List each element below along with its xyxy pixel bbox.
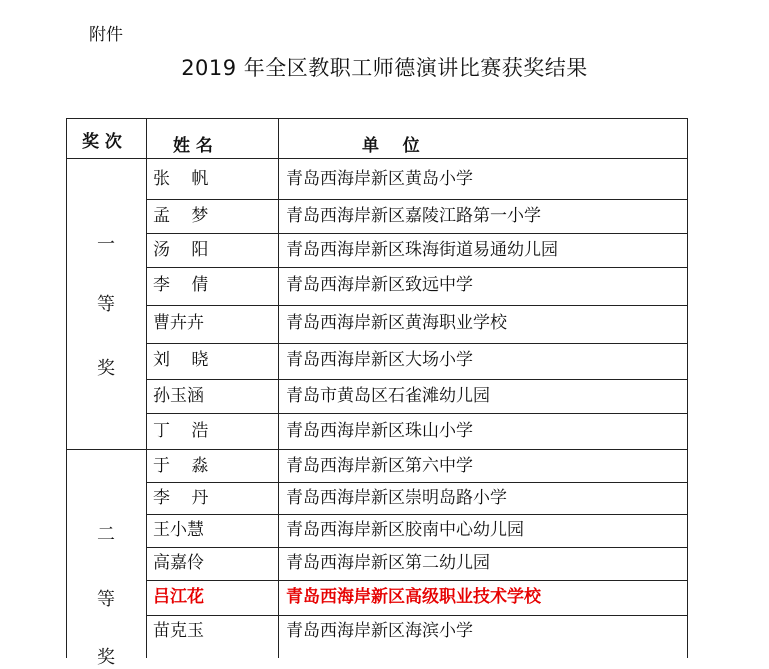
column-divider: [278, 118, 279, 658]
row-line: [146, 199, 688, 200]
row-unit: 青岛西海岸新区珠山小学: [286, 421, 473, 441]
results-table: [66, 118, 688, 668]
row-name: 张 帆: [153, 169, 217, 189]
row-line: [146, 343, 688, 344]
row-name: 孙玉涵: [153, 386, 204, 406]
row-unit: 青岛市黄岛区石雀滩幼儿园: [286, 386, 490, 406]
row-line: [146, 267, 688, 268]
row-name: 汤 阳: [153, 240, 217, 260]
header-name: 姓 名: [173, 136, 213, 156]
row-line: [146, 379, 688, 380]
row-line: [146, 233, 688, 234]
row-name: 李 丹: [153, 488, 217, 508]
second-prize-char: 等: [97, 589, 115, 610]
header-unit: 单 位: [362, 136, 420, 156]
row-unit: 青岛西海岸新区第六中学: [286, 456, 473, 476]
table-border-left: [66, 118, 67, 658]
row-unit: 青岛西海岸新区大场小学: [286, 350, 473, 370]
row-unit: 青岛西海岸新区黄海职业学校: [286, 313, 507, 333]
row-line: [146, 580, 688, 581]
row-name: 刘 晓: [153, 350, 217, 370]
row-unit: 青岛西海岸新区黄岛小学: [286, 169, 473, 189]
row-unit: 青岛西海岸新区胶南中心幼儿园: [286, 520, 524, 540]
first-prize-char: 等: [97, 294, 115, 315]
table-border-top: [66, 118, 688, 119]
first-prize-char: 一: [97, 234, 115, 255]
row-line: [146, 514, 688, 515]
group-separator: [66, 449, 688, 450]
row-line: [146, 547, 688, 548]
row-name: 苗克玉: [153, 621, 204, 641]
document-title: 2019 年全区教职工师德演讲比赛获奖结果: [181, 56, 588, 80]
table-border-right: [687, 118, 688, 658]
row-unit: 青岛西海岸新区珠海街道易通幼儿园: [286, 240, 558, 260]
row-name: 高嘉伶: [153, 553, 204, 573]
row-name: 孟 梦: [153, 206, 217, 226]
header-award: 奖 次: [82, 132, 122, 152]
row-unit: 青岛西海岸新区海滨小学: [286, 621, 473, 641]
row-unit: 青岛西海岸新区致远中学: [286, 275, 473, 295]
row-line: [146, 482, 688, 483]
column-divider: [146, 118, 147, 658]
row-name: 曹卉卉: [153, 313, 204, 333]
row-name: 李 倩: [153, 275, 217, 295]
row-line: [146, 305, 688, 306]
header-separator: [66, 158, 688, 159]
attachment-label: 附件: [89, 25, 123, 45]
row-unit: 青岛西海岸新区第二幼儿园: [286, 553, 490, 573]
row-name-highlighted: 吕江花: [153, 587, 204, 607]
second-prize-char: 奖: [97, 647, 115, 668]
row-line: [146, 615, 688, 616]
row-unit-highlighted: 青岛西海岸新区高级职业技术学校: [286, 587, 541, 607]
row-name: 丁 浩: [153, 421, 217, 441]
row-unit: 青岛西海岸新区崇明岛路小学: [286, 488, 507, 508]
row-name: 于 淼: [153, 456, 217, 476]
first-prize-char: 奖: [97, 358, 115, 379]
second-prize-char: 二: [97, 524, 115, 545]
row-name: 王小慧: [153, 520, 204, 540]
row-unit: 青岛西海岸新区嘉陵江路第一小学: [286, 206, 541, 226]
row-line: [146, 413, 688, 414]
